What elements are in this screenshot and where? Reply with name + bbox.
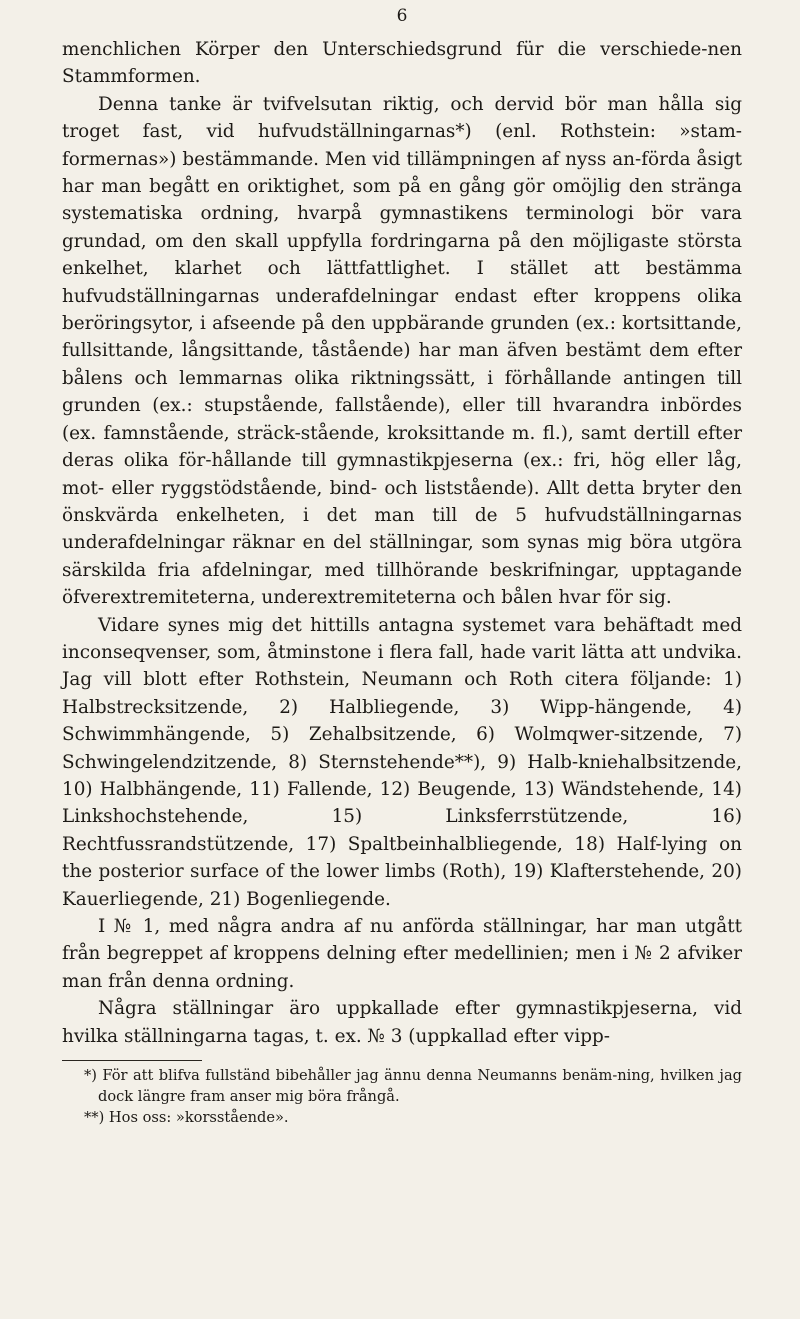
page-number: 6 (396, 6, 408, 26)
paragraph-body-4: Några ställningar äro uppkallade efter gymnastikpjeserna, vid hvilka ställningarna tagas, t. ex. № 3 (uppkallad efter vipp- (62, 998, 742, 1047)
footnote-2: **) Hos oss: »korsstående». (84, 1109, 289, 1127)
paragraph-body-1: Denna tanke är tvifvelsutan riktig, och dervid bör man hålla sig troget fast, vid hufvudställningarnas*) (enl. Rothstein: »stam-formernas») bestämmande. Men vid tillämpningen af nyss an-förda åsigt har man begått en oriktighet, som på en gång gör omöjlig den stränga systematiska ordning, hvarpå gymnastikens terminologi bör vara grundad, om den skall uppfylla fordringarna på den möjligaste största enkelhet, klarhet och lättfattlighet. I stället att bestämma hufvudställningarnas underafdelningar endast efter kroppens olika beröringsytor, i afseende på den uppbärande grunden (ex.: kortsittande, fullsittande, långsittande, tåstående) har man äfven bestämt dem efter bålens och lemmarnas olika riktningssätt, i förhållande antingen till grunden (ex.: stupstående, fallstående), eller till hvarandra inbördes (ex. famnstående, sträck-stående, kroksittande m. fl.), samt dertill efter deras olika för-hållande till gymnastikpjeserna (ex.: fri, hög eller låg, mot- eller ryggstödstående, bind- och liststående). Allt detta bryter den önskvärda enkelheten, i det man till de 5 hufvudställningarnas underafdelningar räknar en del ställningar, som synas mig böra utgöra särskilda fria afdelningar, med tillhörande beskrifningar, upptagande öfverextremiteterna, underextremiteterna och bålen hvar för sig. (62, 93, 742, 609)
paragraph-body-3: I № 1, med några andra af nu anförda ställningar, har man utgått från begreppet af kroppens delning efter medellinien; men i № 2 afviker man från denna ordning. (62, 916, 742, 992)
paragraph-body-2: Vidare synes mig det hittills antagna systemet vara behäftadt med inconseqvenser, som, åtminstone i flera fall, hade varit lätta att undvika. Jag vill blott efter Rothstein, Neumann och Roth citera följande: 1) Halbstrecksitzende, 2) Halbliegende, 3) Wipp-hängende, 4) Schwimmhängende, 5) Zehalbsitzende, 6) Wolmqwer-sitzende, 7) Schwingelendzitzende, 8) Sternstehende**), 9) Halb-kniehalbsitzende, 10) Halbhängende, 11) Fallende, 12) Beugende, 13) Wändstehende, 14) Linkshochstehende, 15) Linksferrstützende, 16) Rechtfussrandstützende, 17) Spaltbeinhalbliegende, 18) Half-lying on the posterior surface of the lower limbs (Roth), 19) Klafterstehende, 20) Kauerliegende, 21) Bogenliegende. (62, 614, 742, 910)
paragraph-heading-continuation: menchlichen Körper den Unterschiedsgrund für die verschiede-nen Stammformen. (62, 39, 742, 88)
footnote-1: *) För att blifva fullständ bibehåller jag ännu denna Neumanns benäm-ning, hvilken jag dock längre fram anser mig böra frångå. (84, 1067, 742, 1106)
footnote-divider (62, 1060, 202, 1061)
